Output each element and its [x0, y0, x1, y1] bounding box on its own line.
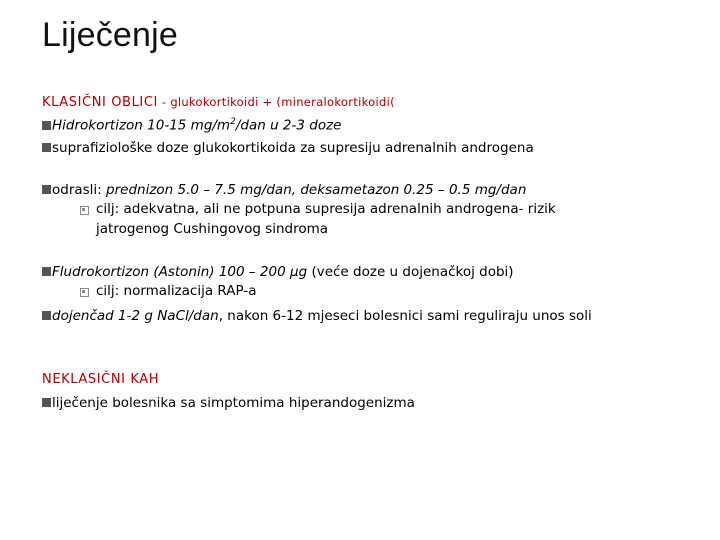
list-item-adults — [42, 182, 526, 198]
list-item-nonclassic — [42, 395, 415, 411]
classic-heading-main: KLASIČNI OBLICI — [42, 95, 158, 110]
hydro-dose-text: Hidrokortizon 10-15 mg/m — [52, 117, 231, 134]
suprafiz-text: suprafiziološke doze glukokortikoida za supresiju adrenalnih androgena — [52, 140, 534, 156]
square-bullet-icon — [42, 185, 51, 194]
square-bullet-icon — [42, 143, 51, 152]
adults-goal-line-1: cilj: adekvatna, ali ne potpuna supresija adrenalnih androgena- rizik — [96, 201, 556, 217]
fludro-dose-text: Fludrokortizon (Astonin) 100 – 200 μg — [52, 264, 308, 280]
list-item-infant — [42, 308, 592, 324]
fludro-note: (veće doze u dojenačkoj dobi) — [307, 264, 514, 280]
list-item-hydrocortisone — [42, 117, 341, 134]
adults-dose-text: prednizon 5.0 – 7.5 mg/dan, deksametazon 0.25 – 0.5 mg/dan — [106, 182, 527, 198]
square-bullet-icon — [42, 267, 51, 276]
infant-dose-text: dojenčad 1-2 g NaCl/dan — [52, 308, 219, 324]
nonclassic-heading: NEKLASIČNI KAH — [42, 372, 160, 387]
list-item-suprafiz — [42, 140, 534, 156]
adults-goal-line-2: jatrogenog Cushingovog sindroma — [96, 221, 329, 237]
infant-note: , nakon 6-12 mjeseci bolesnici sami reguliraju unos soli — [218, 308, 592, 324]
square-bullet-icon — [42, 398, 51, 407]
hollow-square-bullet-icon — [80, 288, 89, 297]
adults-label: odrasli: — [52, 182, 107, 198]
classic-heading — [42, 95, 395, 110]
list-item-fludro — [42, 264, 514, 280]
hydro-sup: 2 — [230, 117, 236, 127]
fludro-goal-line: cilj: normalizacija RAP-a — [96, 283, 257, 299]
hydro-dose-text-2: /dan u 2-3 doze — [235, 117, 342, 134]
square-bullet-icon — [42, 311, 51, 320]
hollow-square-bullet-icon — [80, 206, 89, 215]
classic-heading-sub: - glukokortikoidi + (mineralokortikoidi( — [157, 95, 395, 109]
square-bullet-icon — [42, 121, 51, 130]
nonclassic-text: liječenje bolesnika sa simptomima hiperandogenizma — [52, 395, 415, 411]
page-title: Liječenje — [42, 16, 179, 54]
